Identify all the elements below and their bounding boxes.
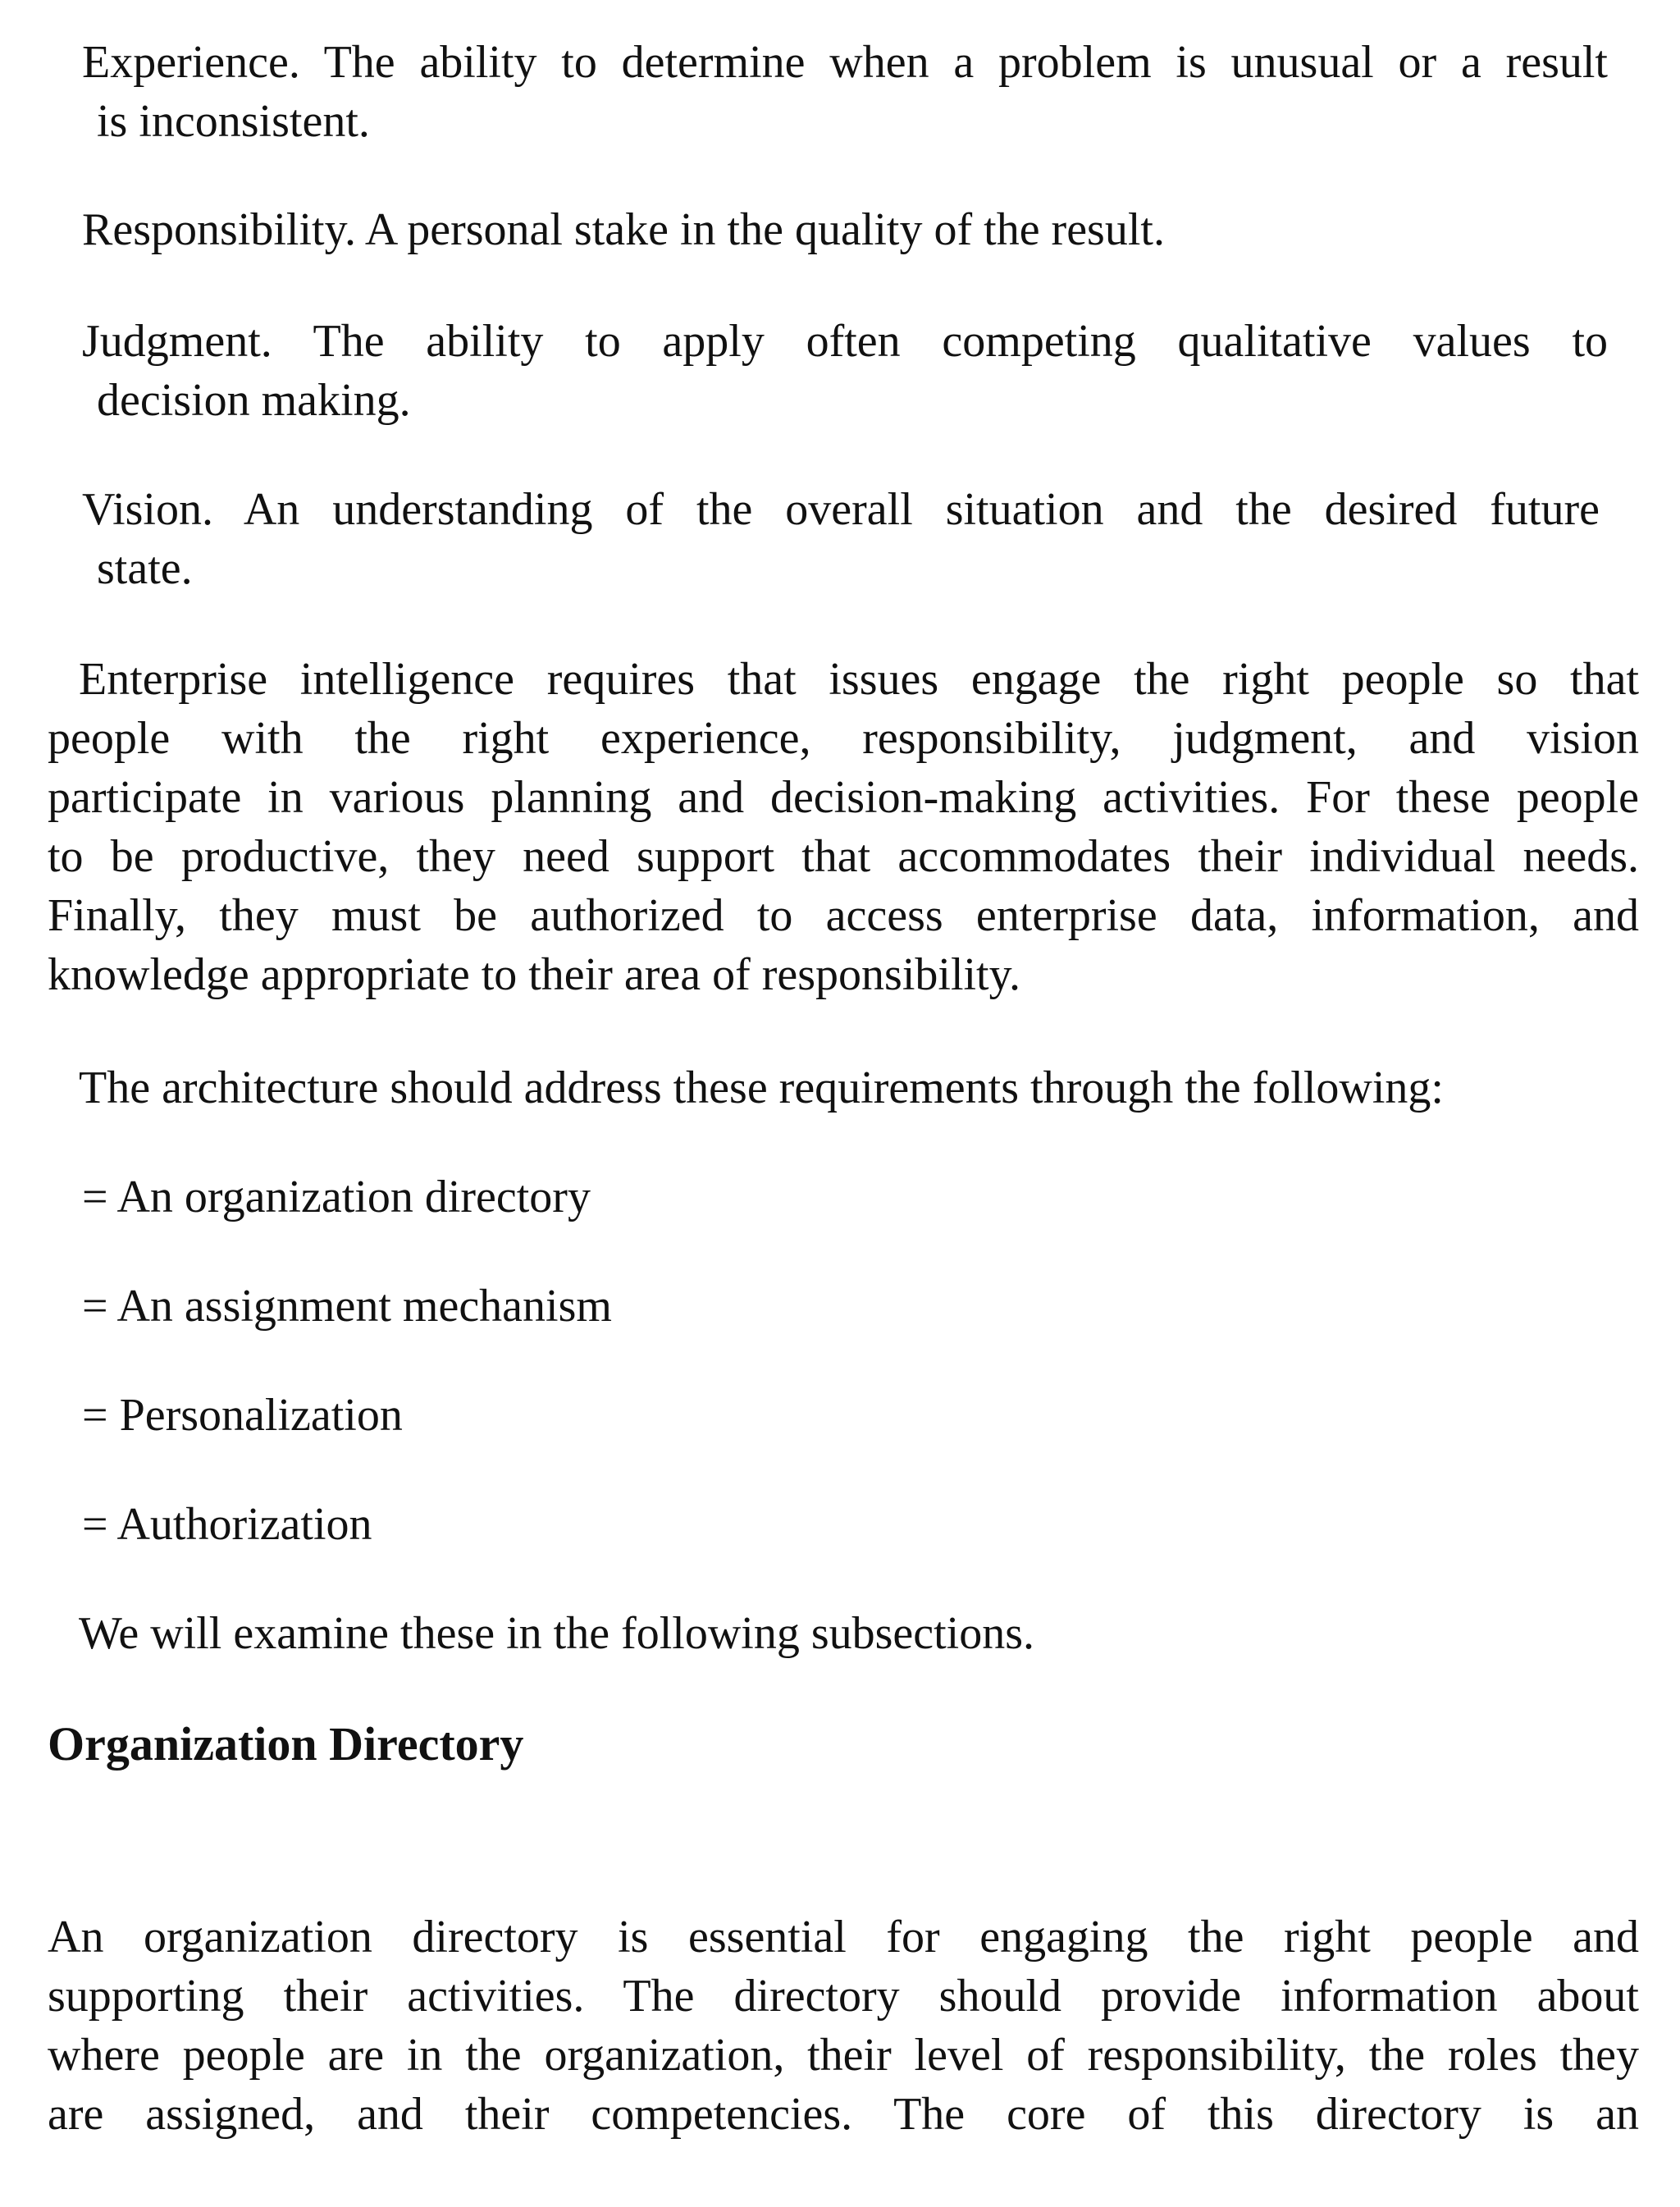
- paragraph-1-line-3: participate in various planning and decision-making activities. For these people: [48, 772, 1639, 823]
- bullet-authorization: = Authorization: [82, 1499, 372, 1550]
- bullet-personalization: = Personalization: [82, 1390, 403, 1441]
- paragraph-1-line-1: Enterprise intelligence requires that issues engage the right people so that: [79, 654, 1639, 705]
- paragraph-1-line-2: people with the right experience, responsibility, judgment, and vision: [48, 713, 1639, 764]
- bullet-organization-directory: = An organization directory: [82, 1172, 591, 1222]
- section-heading: Organization Directory: [48, 1717, 524, 1771]
- list-intro: The architecture should address these requirements through the following:: [79, 1062, 1444, 1113]
- list-closing: We will examine these in the following subsections.: [79, 1608, 1035, 1659]
- definition-experience-line-1: Experience. The ability to determine when a problem is unusual or a result: [82, 37, 1608, 88]
- definition-judgment-line-2: decision making.: [97, 375, 411, 426]
- definition-experience-line-2: is inconsistent.: [97, 96, 370, 147]
- paragraph-2-line-3: where people are in the organization, their level of responsibility, the roles they: [48, 2030, 1639, 2081]
- paragraph-2-line-4: are assigned, and their competencies. The core of this directory is an: [48, 2089, 1639, 2140]
- definition-vision-line-1: Vision. An understanding of the overall situation and the desired future: [82, 484, 1600, 535]
- definition-judgment-line-1: Judgment. The ability to apply often competing qualitative values to: [82, 316, 1608, 367]
- definition-responsibility-line-1: Responsibility. A personal stake in the quality of the result.: [82, 204, 1165, 255]
- definition-vision-line-2: state.: [97, 543, 193, 594]
- bullet-assignment-mechanism: = An assignment mechanism: [82, 1281, 612, 1332]
- paragraph-2-line-1: An organization directory is essential for engaging the right people and: [48, 1912, 1639, 1963]
- paragraph-1-line-6: knowledge appropriate to their area of responsibility.: [48, 949, 1020, 1000]
- paragraph-2-line-2: supporting their activities. The directory should provide information about: [48, 1971, 1639, 2022]
- paragraph-1-line-4: to be productive, they need support that accommodates their individual needs.: [48, 831, 1639, 882]
- paragraph-1-line-5: Finally, they must be authorized to access enterprise data, information, and: [48, 890, 1639, 941]
